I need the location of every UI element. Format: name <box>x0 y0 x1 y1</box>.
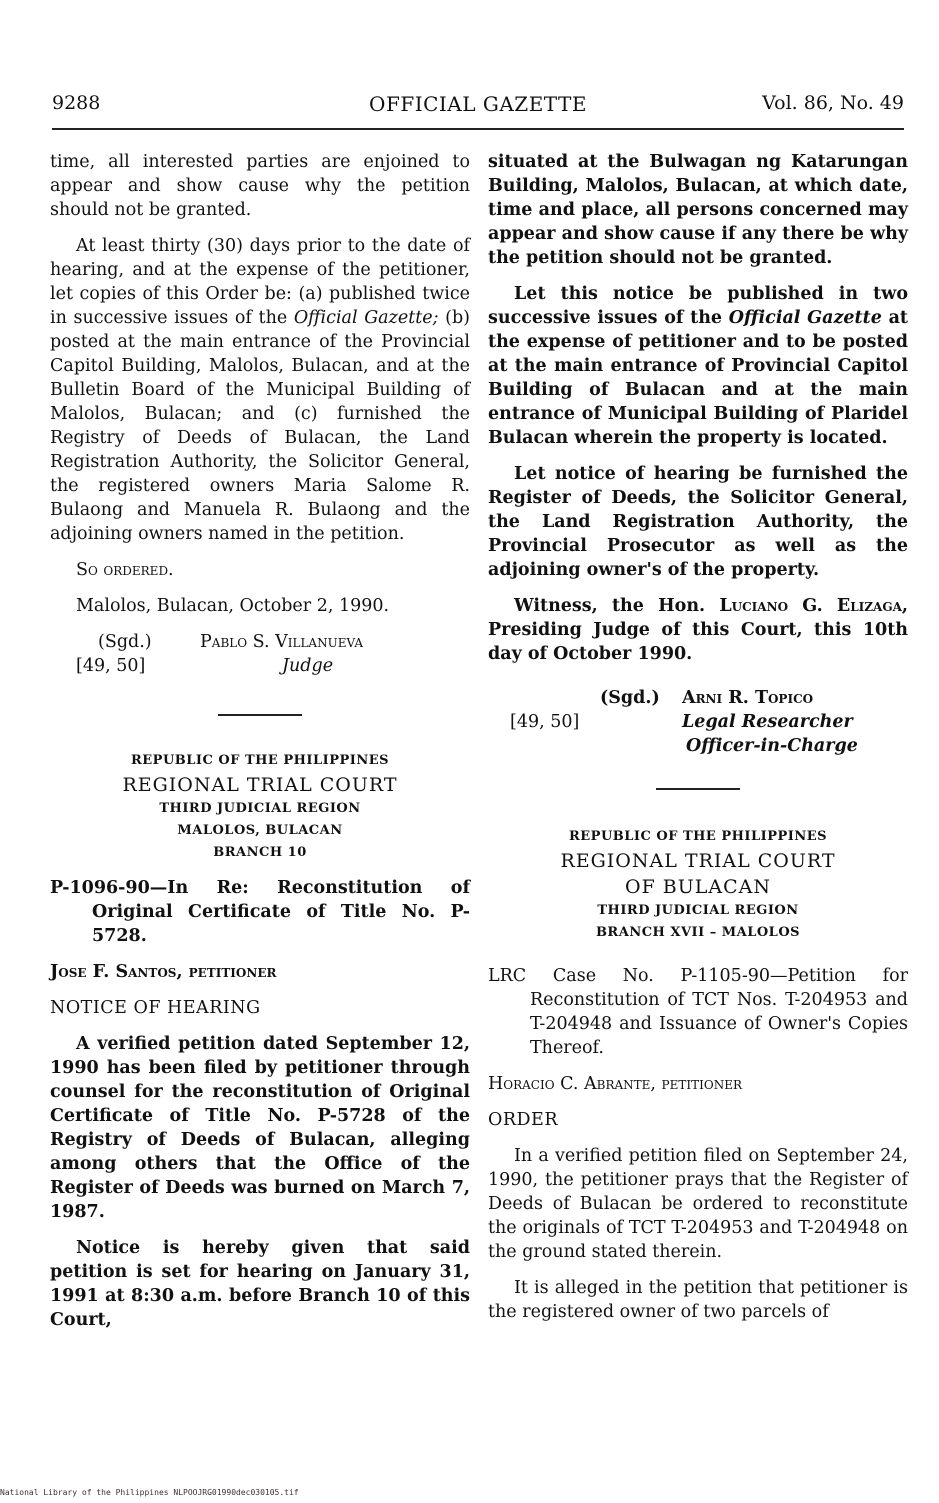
page-number: 9288 <box>52 92 101 114</box>
signature-title-line <box>50 654 470 678</box>
sgd-label: (Sgd.) <box>600 688 660 708</box>
reference-number: [49, 50] <box>510 712 580 732</box>
case-title: LRC Case No. P-1105-90—Petition for Reconstitution of TCT Nos. T-204953 and T-204948 and Issuance of Owner's Copies Thereof. <box>488 966 908 1058</box>
signature-title-line <box>488 710 908 734</box>
court-region: THIRD JUDICIAL REGION <box>159 801 361 816</box>
signatory-title: Judge <box>282 656 334 676</box>
left-column <box>50 150 470 1332</box>
place-date: Malolos, Bulacan, October 2, 1990. <box>76 596 390 616</box>
petitioner-line: Jose F. Santos, petitioner <box>50 962 277 982</box>
page-header <box>52 92 904 122</box>
paragraph: A verified petition dated September 12, 1990 has been filed by petitioner through counsel for the reconstitution of Original Certificate of Title No. P-5728 of the Registry of Deeds of Bulacan, alleging among others that the Office of the Register of Deeds was burned on March 7, 1987. <box>50 1034 470 1222</box>
signatory-name: Pablo S. Villanueva <box>200 632 363 652</box>
court-republic: REPUBLIC OF THE PHILIPPINES <box>568 829 828 844</box>
paragraph: Let notice of hearing be furnished the Register of Deeds, the Solicitor General, the Land Registration Authority, the Provincial Prosecutor as well as the adjoining owner's of the property. <box>488 464 908 580</box>
signatory-title: Legal Researcher <box>682 712 853 732</box>
publication-title: OFFICIAL GAZETTE <box>369 92 587 116</box>
petitioner-line: Horacio C. Abrante, petitioner <box>488 1074 743 1094</box>
volume-number: Vol. 86, No. 49 <box>762 92 904 114</box>
court-branch: BRANCH XVII – MALOLOS <box>595 925 801 940</box>
paragraph: Witness, the Hon. Luciano G. Elizaga, Presiding Judge of this Court, this 10th day of October 1990. <box>488 596 908 664</box>
court-location: MALOLOS, BULACAN <box>177 823 343 838</box>
signature-title-line <box>488 734 908 758</box>
paragraph: At least thirty (30) days prior to the date of hearing, and at the expense of the petitioner, let copies of this Order be: (a) published twice in successive issues of the Official Gazette; (b) posted at the main entrance of the Provincial Capitol Building, Malolos, Bulacan, and at the Bulletin Board of the Municipal Building of Malolos, Bulacan; and (c) furnished the Registry of Deeds of Bulacan, the Land Registration Authority, the Solicitor General, the registered owners Maria Salome R. Bulaong and Manuela R. Bulaong and the adjoining owners named in the petition. <box>50 236 470 544</box>
so-ordered: So ordered. <box>76 560 174 580</box>
court-name: REGIONAL TRIAL COURT <box>122 774 398 796</box>
signature-line <box>50 630 470 654</box>
signature-line <box>488 686 908 710</box>
case-title: P-1096-90—In Re: Reconstitution of Original Certificate of Title No. P-5728. <box>50 878 470 946</box>
reference-number: [49, 50] <box>76 656 146 676</box>
paragraph: time, all interested parties are enjoined to appear and show cause why the petition should not be granted. <box>50 152 470 220</box>
paragraph: Notice is hereby given that said petition is set for hearing on January 31, 1991 at 8:30 a.m. before Branch 10 of this Court, <box>50 1238 470 1330</box>
paragraph: It is alleged in the petition that petitioner is the registered owner of two parcels of <box>488 1278 908 1322</box>
signatory-name: Arni R. Topico <box>682 688 814 708</box>
signatory-title: Officer-in-Charge <box>686 736 858 756</box>
court-name: REGIONAL TRIAL COURT <box>560 850 836 872</box>
notice-heading: NOTICE OF HEARING <box>50 998 261 1018</box>
court-region: THIRD JUDICIAL REGION <box>597 903 799 918</box>
court-branch: BRANCH 10 <box>213 845 307 860</box>
right-column <box>488 150 908 1324</box>
order-heading: ORDER <box>488 1110 559 1130</box>
paragraph: situated at the Bulwagan ng Katarungan Building, Malolos, Bulacan, at which date, time and place, all persons concerned may appear and show cause if any there be why the petition should not be granted. <box>488 152 908 268</box>
paragraph: In a verified petition filed on September 24, 1990, the petitioner prays that the Register of Deeds of Bulacan be ordered to reconstitute the originals of TCT T-204953 and T-204948 on the ground stated therein. <box>488 1146 908 1262</box>
court-location: OF BULACAN <box>625 876 771 898</box>
header-rule <box>52 128 904 130</box>
sgd-label: (Sgd.) <box>98 632 152 652</box>
paragraph: Let this notice be published in two successive issues of the Official Gazette at the expense of petitioner and to be posted at the main entrance of Provincial Capitol Building of Bulacan and at the main entrance of Municipal Building of Plaridel Bulacan wherein the property is located. <box>488 284 908 448</box>
court-republic: REPUBLIC OF THE PHILIPPINES <box>130 753 390 768</box>
scan-footer: National Library of the Philippines NLPOOJRG01990dec030105.tif <box>0 1488 299 1497</box>
